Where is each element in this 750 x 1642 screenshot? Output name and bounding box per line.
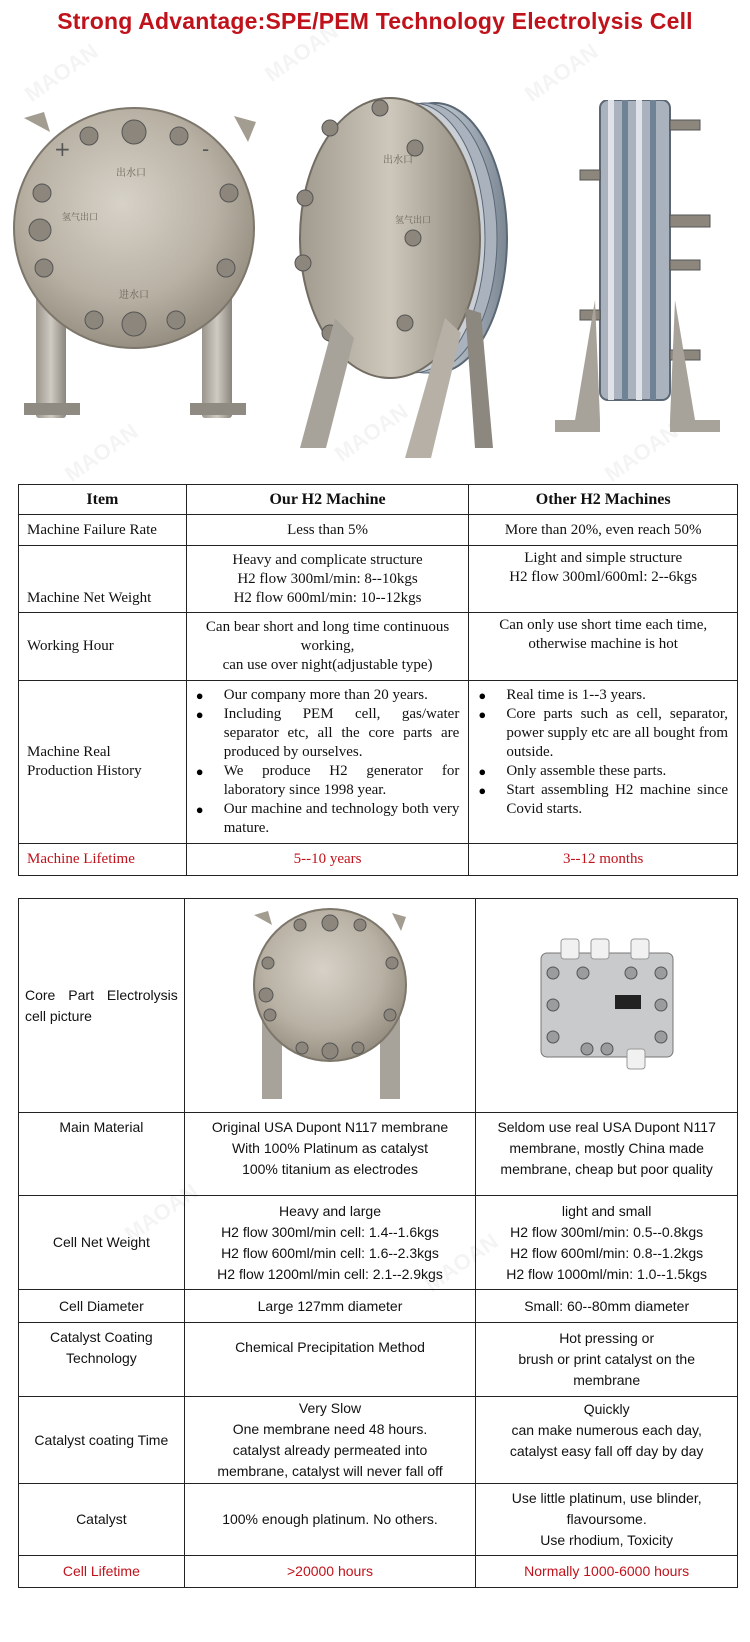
table-row <box>19 546 738 613</box>
row-label: Machine Net Weight <box>19 546 187 613</box>
ours-value: Original USA Dupont N117 membrane With 100% Platinum as catalyst 100% titanium as electrodes <box>184 1113 476 1196</box>
other-value: Hot pressing or brush or print catalyst on the membrane <box>476 1323 738 1397</box>
row-label: Machine Failure Rate <box>19 515 187 546</box>
table-row <box>19 1397 738 1484</box>
table-row <box>19 899 738 1113</box>
other-cell-photo <box>476 899 738 1113</box>
row-label: Catalyst coating Time <box>19 1397 185 1484</box>
header-ours: Our H2 Machine <box>186 485 469 515</box>
product-photos <box>0 88 750 480</box>
row-label: Working Hour <box>19 613 187 681</box>
table-row <box>19 1196 738 1290</box>
ours-value: Less than 5% <box>186 515 469 546</box>
electrolysis-cell-angled-photo <box>285 88 515 458</box>
row-label: Machine Lifetime <box>19 844 187 876</box>
ours-value: >20000 hours <box>184 1556 476 1588</box>
ours-value: Can bear short and long time continuous working, can use over night(adjustable type) <box>186 613 469 681</box>
ours-value: Heavy and complicate structure H2 flow 300ml/min: 8--10kgs H2 flow 600ml/min: 10--12kgs <box>186 546 469 613</box>
ours-value: Very Slow One membrane need 48 hours. catalyst already permeated into membrane, catalyst will never fall off <box>184 1397 476 1484</box>
table-row <box>19 1290 738 1323</box>
ours-cell-photo <box>184 899 476 1113</box>
other-value: Can only use short time each time, otherwise machine is hot <box>469 613 738 681</box>
machine-comparison-table <box>18 484 738 876</box>
other-value <box>469 681 738 844</box>
table-row <box>19 844 738 876</box>
table-row <box>19 613 738 681</box>
small-electrolysis-cell-photo <box>527 933 687 1073</box>
ours-value: Chemical Precipitation Method <box>184 1323 476 1397</box>
row-label: Cell Diameter <box>19 1290 185 1323</box>
other-value: Seldom use real USA Dupont N117 membrane, mostly China made membrane, cheap but poor quality <box>476 1113 738 1196</box>
ours-value: Heavy and large H2 flow 300ml/min cell: 1.4--1.6kgs H2 flow 600ml/min cell: 1.6--2.3kgs H2 flow 1200ml/min cell: 2.1--2.9kgs <box>184 1196 476 1290</box>
list-item: ● Our machine and technology both very mature. <box>224 800 460 838</box>
row-label: Catalyst <box>19 1484 185 1556</box>
h2-outlet-label: 氢气出口 <box>395 216 432 226</box>
table-row <box>19 515 738 546</box>
inlet-label: 进水口 <box>119 290 149 301</box>
h2-outlet-label: 氢气出口 <box>62 213 99 223</box>
list-item: ● Core parts such as cell, separator, power supply etc are all bought from outside. <box>506 705 728 762</box>
header-other: Other H2 Machines <box>469 485 738 515</box>
list-item: ● Our company more than 20 years. <box>224 686 460 705</box>
list-item: ● Including PEM cell, gas/water separator etc, all the core parts are produced by ourselves. <box>224 705 460 762</box>
outlet-label: 出水口 <box>383 155 413 166</box>
other-value: 3--12 months <box>469 844 738 876</box>
electrolysis-cell-front-photo <box>4 98 274 428</box>
row-label: Cell Lifetime <box>19 1556 185 1588</box>
table-row <box>19 1113 738 1196</box>
minus-mark: - <box>202 137 210 161</box>
header-item: Item <box>19 485 187 515</box>
list-item: ● Real time is 1--3 years. <box>506 686 728 705</box>
row-label: Catalyst Coating Technology <box>19 1323 185 1397</box>
list-item: ● We produce H2 generator for laboratory since 1998 year. <box>224 762 460 800</box>
ours-value: Large 127mm diameter <box>184 1290 476 1323</box>
row-label: Core Part Electrolysis cell picture <box>19 899 185 1113</box>
row-label: Machine Real Production History <box>19 681 187 844</box>
other-value: Small: 60--80mm diameter <box>476 1290 738 1323</box>
ours-value <box>186 681 469 844</box>
outlet-label: 出水口 <box>116 168 146 179</box>
other-value: light and small H2 flow 300ml/min: 0.5--0.8kgs H2 flow 600ml/min: 0.8--1.2kgs H2 flow 1000ml/min: 1.0--1.5kgs <box>476 1196 738 1290</box>
other-value: Light and simple structure H2 flow 300ml/600ml: 2--6kgs <box>469 546 738 613</box>
cell-comparison-table <box>18 898 738 1588</box>
row-label: Cell Net Weight <box>19 1196 185 1290</box>
electrolysis-cell-photo <box>240 903 420 1103</box>
other-value: Normally 1000-6000 hours <box>476 1556 738 1588</box>
table-header-row <box>19 485 738 515</box>
other-value: Use little platinum, use blinder, flavoursome. Use rhodium, Toxicity <box>476 1484 738 1556</box>
table-row <box>19 1484 738 1556</box>
table-row <box>19 1556 738 1588</box>
ours-value: 5--10 years <box>186 844 469 876</box>
row-label: Main Material <box>19 1113 185 1196</box>
plus-mark: + <box>54 137 71 161</box>
table-row <box>19 681 738 844</box>
ours-value: 100% enough platinum. No others. <box>184 1484 476 1556</box>
list-item: ● Only assemble these parts. <box>506 762 728 781</box>
other-value: More than 20%, even reach 50% <box>469 515 738 546</box>
table-row <box>19 1323 738 1397</box>
electrolysis-cell-side-photo <box>540 100 740 440</box>
list-item: ● Start assembling H2 machine since Covid starts. <box>506 781 728 819</box>
page-title: Strong Advantage:SPE/PEM Technology Electrolysis Cell <box>57 8 693 34</box>
other-value: Quickly can make numerous each day, catalyst easy fall off day by day <box>476 1397 738 1484</box>
